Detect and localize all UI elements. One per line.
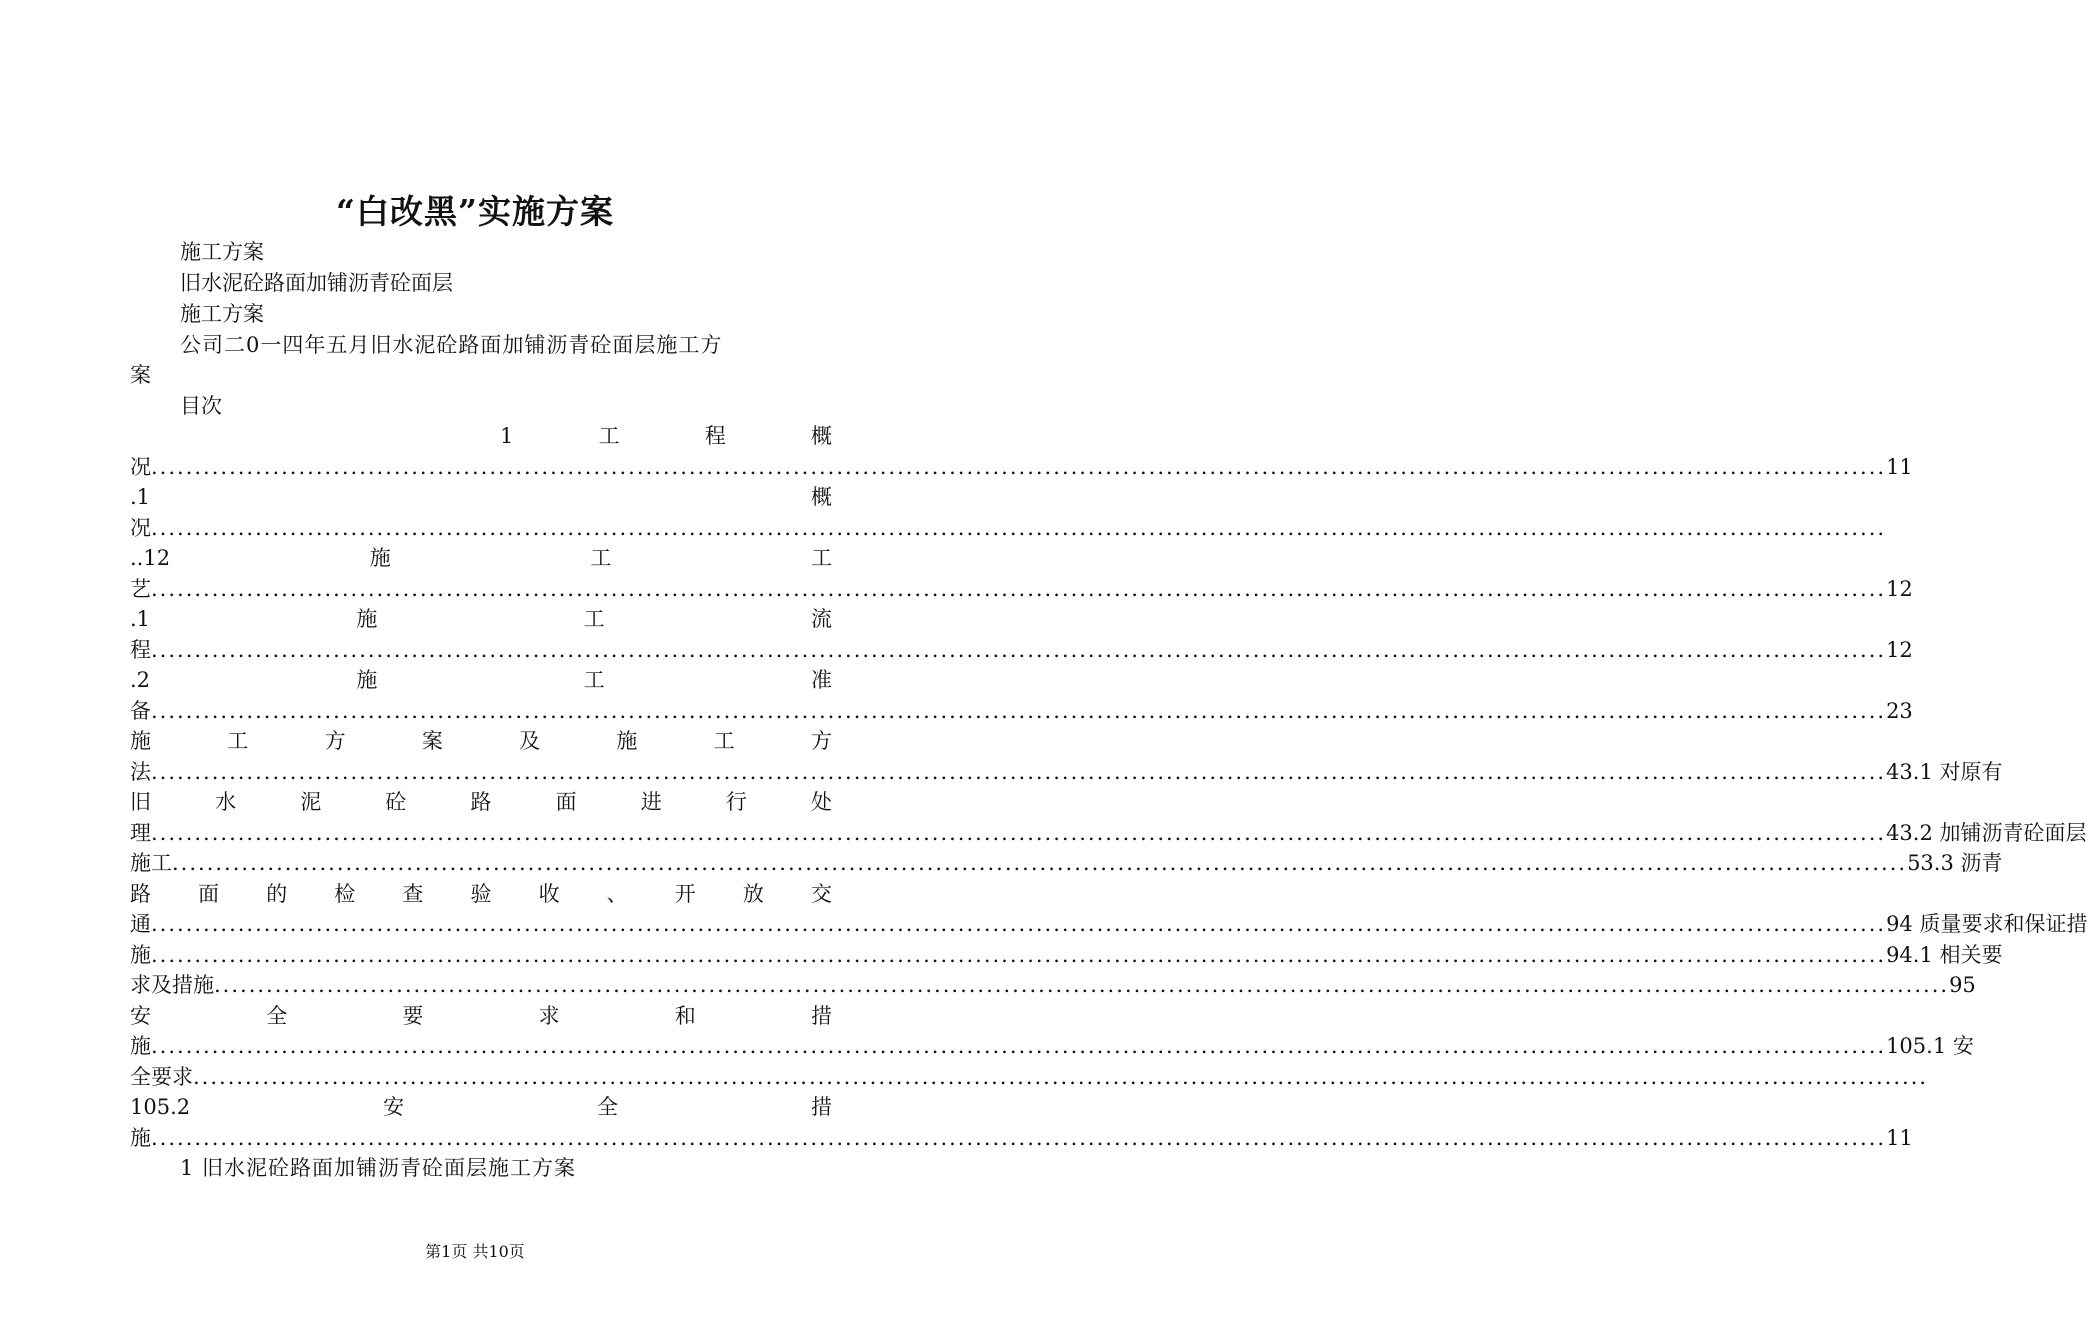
toc-token: 泥: [300, 790, 322, 814]
toc-entry-label: 施: [130, 943, 151, 967]
toc-entry-page: 23: [1886, 699, 1913, 723]
toc-entry-leader: [130, 757, 2003, 787]
toc-entry-label: 施工: [130, 851, 172, 875]
toc-token: 路: [130, 882, 151, 906]
toc-entry-leader: [130, 513, 1887, 543]
toc-entry-spread: [130, 604, 832, 634]
toc-entry-leader: [130, 970, 1976, 1000]
toc-entry-page: 105.1 安: [1886, 1034, 1974, 1058]
leader-dots: ........................................................................................................................................................................................................: [151, 1034, 1887, 1058]
intro-line: 施工方案: [180, 240, 264, 264]
toc-entry-leader: [130, 940, 2003, 970]
toc-token: 工: [811, 546, 832, 570]
toc-entry-label: 艺: [130, 577, 151, 601]
toc-token: 方: [324, 729, 346, 753]
toc-entry-label: 全要求: [130, 1065, 193, 1089]
toc-token: 准: [810, 668, 832, 692]
toc-entry-spread: [130, 482, 832, 512]
toc-entry-spread: [130, 787, 832, 817]
toc-token: 流: [810, 607, 832, 631]
toc-token: 旧: [130, 790, 151, 814]
toc-token: 工: [598, 424, 620, 448]
toc-entry-label: 理: [130, 821, 151, 845]
toc-entry-spread: [130, 726, 832, 756]
toc-token: 工: [713, 729, 735, 753]
leader-dots: ........................................................................................................................................................................................................: [151, 577, 1887, 601]
toc-entry-label: 求及措施: [130, 973, 214, 997]
toc-entry-label: 况: [130, 455, 151, 479]
toc-token: 交: [810, 882, 832, 906]
toc-entry-leader: [130, 696, 1913, 726]
toc-token: 施: [356, 668, 378, 692]
page-footer: 第1页 共10页: [425, 1242, 525, 1261]
toc-token: 处: [811, 790, 832, 814]
toc-entry-label: 备: [130, 699, 151, 723]
toc-token: 工: [583, 668, 605, 692]
toc-token: 验: [470, 882, 492, 906]
toc-entry-label: 施: [130, 1034, 151, 1058]
toc-token: 检: [334, 882, 356, 906]
toc-entry-page: 43.1 对原有: [1886, 760, 2003, 784]
toc-token: 施: [130, 729, 151, 753]
leader-dots: ........................................................................................................................................................................................................: [151, 943, 1887, 967]
leader-dots: ........................................................................................................................................................................................................: [172, 851, 1908, 875]
toc-token: 概: [810, 424, 832, 448]
leader-dots: ........................................................................................................................................................................................................: [151, 638, 1887, 662]
leader-dots: ........................................................................................................................................................................................................: [151, 1126, 1887, 1150]
toc-token: 路: [470, 790, 492, 814]
toc-token: 面: [198, 882, 220, 906]
toc-token: 概: [811, 485, 832, 509]
toc-entry-page: 43.2 加铺沥青砼面层: [1886, 821, 2087, 845]
toc-token: 放: [742, 882, 764, 906]
leader-dots: ........................................................................................................................................................................................................: [214, 973, 1950, 997]
intro-line: 公司二0一四年五月旧水泥砼路面加铺沥青砼面层施工方: [180, 333, 723, 357]
toc-entry-page: 12: [1886, 577, 1913, 601]
toc-token: 面: [555, 790, 577, 814]
toc-entry-page: 12: [1886, 638, 1913, 662]
toc-entry-spread: [130, 665, 832, 695]
toc-entry-page: 94.1 相关要: [1886, 943, 2003, 967]
toc-token: 施: [356, 607, 378, 631]
toc-token: 工: [227, 729, 249, 753]
toc-entry-spread: [130, 1001, 832, 1031]
toc-entry-leader: [130, 1031, 1974, 1061]
toc-token: 安: [383, 1095, 405, 1119]
toc-heading: 目次: [180, 394, 222, 418]
toc-entry-spread: [130, 543, 832, 573]
toc-token: 程: [704, 424, 726, 448]
document-title: “白改黑”实施方案: [336, 192, 614, 231]
toc-token: 施: [369, 546, 391, 570]
toc-entry-leader: [130, 452, 1913, 482]
intro-line: 案: [130, 363, 151, 387]
toc-token: 安: [130, 1004, 151, 1028]
toc-token: 要: [402, 1004, 424, 1028]
toc-entry-leader: [130, 818, 2087, 848]
toc-token: 措: [810, 1095, 832, 1119]
toc-entry-label: 通: [130, 912, 151, 936]
toc-entry-spread: [130, 879, 832, 909]
toc-entry-page: 94 质量要求和保证措: [1886, 912, 2087, 936]
toc-token: 开: [674, 882, 696, 906]
toc-entry-label: 程: [130, 638, 151, 662]
toc-entry-leader: [130, 1062, 1929, 1092]
leader-dots: ........................................................................................................................................................................................................: [151, 516, 1887, 540]
toc-token: 案: [421, 729, 443, 753]
toc-entry-spread: [130, 1092, 832, 1122]
toc-token: 和: [674, 1004, 696, 1028]
toc-token: 砼: [385, 790, 407, 814]
toc-entry-page: 53.3 沥青: [1907, 851, 2003, 875]
toc-entry-label: 法: [130, 760, 151, 784]
toc-entry-spread: [500, 421, 832, 451]
intro-line: 旧水泥砼路面加铺沥青砼面层: [180, 271, 453, 295]
toc-token: 措: [810, 1004, 832, 1028]
leader-dots: ........................................................................................................................................................................................................: [151, 455, 1887, 479]
toc-token: 工: [590, 546, 612, 570]
leader-dots: ........................................................................................................................................................................................................: [151, 760, 1887, 784]
intro-line: 施工方案: [180, 302, 264, 326]
leader-dots: ........................................................................................................................................................................................................: [151, 821, 1887, 845]
toc-token: 进: [640, 790, 662, 814]
toc-entry-leader: [130, 848, 2003, 878]
toc-entry-label: 况: [130, 516, 151, 540]
toc-entry-page: 11: [1886, 1126, 1913, 1150]
leader-dots: ........................................................................................................................................................................................................: [151, 912, 1887, 936]
toc-token: 施: [616, 729, 638, 753]
toc-token: 全: [597, 1095, 619, 1119]
toc-token: 收: [538, 882, 560, 906]
toc-token: 全: [266, 1004, 288, 1028]
section-heading: 1 旧水泥砼路面加铺沥青砼面层施工方案: [180, 1156, 577, 1180]
toc-token: 105.2: [130, 1095, 191, 1119]
toc-token: 方: [810, 729, 832, 753]
toc-token: 1: [500, 424, 514, 448]
toc-token: 、: [606, 882, 628, 906]
toc-token: 水: [215, 790, 237, 814]
toc-token: 的: [266, 882, 288, 906]
toc-token: 及: [519, 729, 541, 753]
leader-dots: ........................................................................................................................................................................................................: [193, 1065, 1929, 1089]
toc-token: 求: [538, 1004, 560, 1028]
toc-token: ..12: [130, 546, 171, 570]
toc-token: .1: [130, 607, 151, 631]
toc-token: 工: [583, 607, 605, 631]
toc-entry-page: 11: [1886, 455, 1913, 479]
toc-entry-page: 95: [1949, 973, 1976, 997]
toc-token: .2: [130, 668, 151, 692]
toc-entry-leader: [130, 1123, 1913, 1153]
toc-token: .1: [130, 485, 151, 509]
toc-token: 行: [725, 790, 747, 814]
toc-entry-label: 施: [130, 1126, 151, 1150]
toc-entry-leader: [130, 909, 2087, 939]
toc-entry-leader: [130, 574, 1913, 604]
toc-token: 查: [402, 882, 424, 906]
toc-entry-leader: [130, 635, 1913, 665]
leader-dots: ........................................................................................................................................................................................................: [151, 699, 1887, 723]
